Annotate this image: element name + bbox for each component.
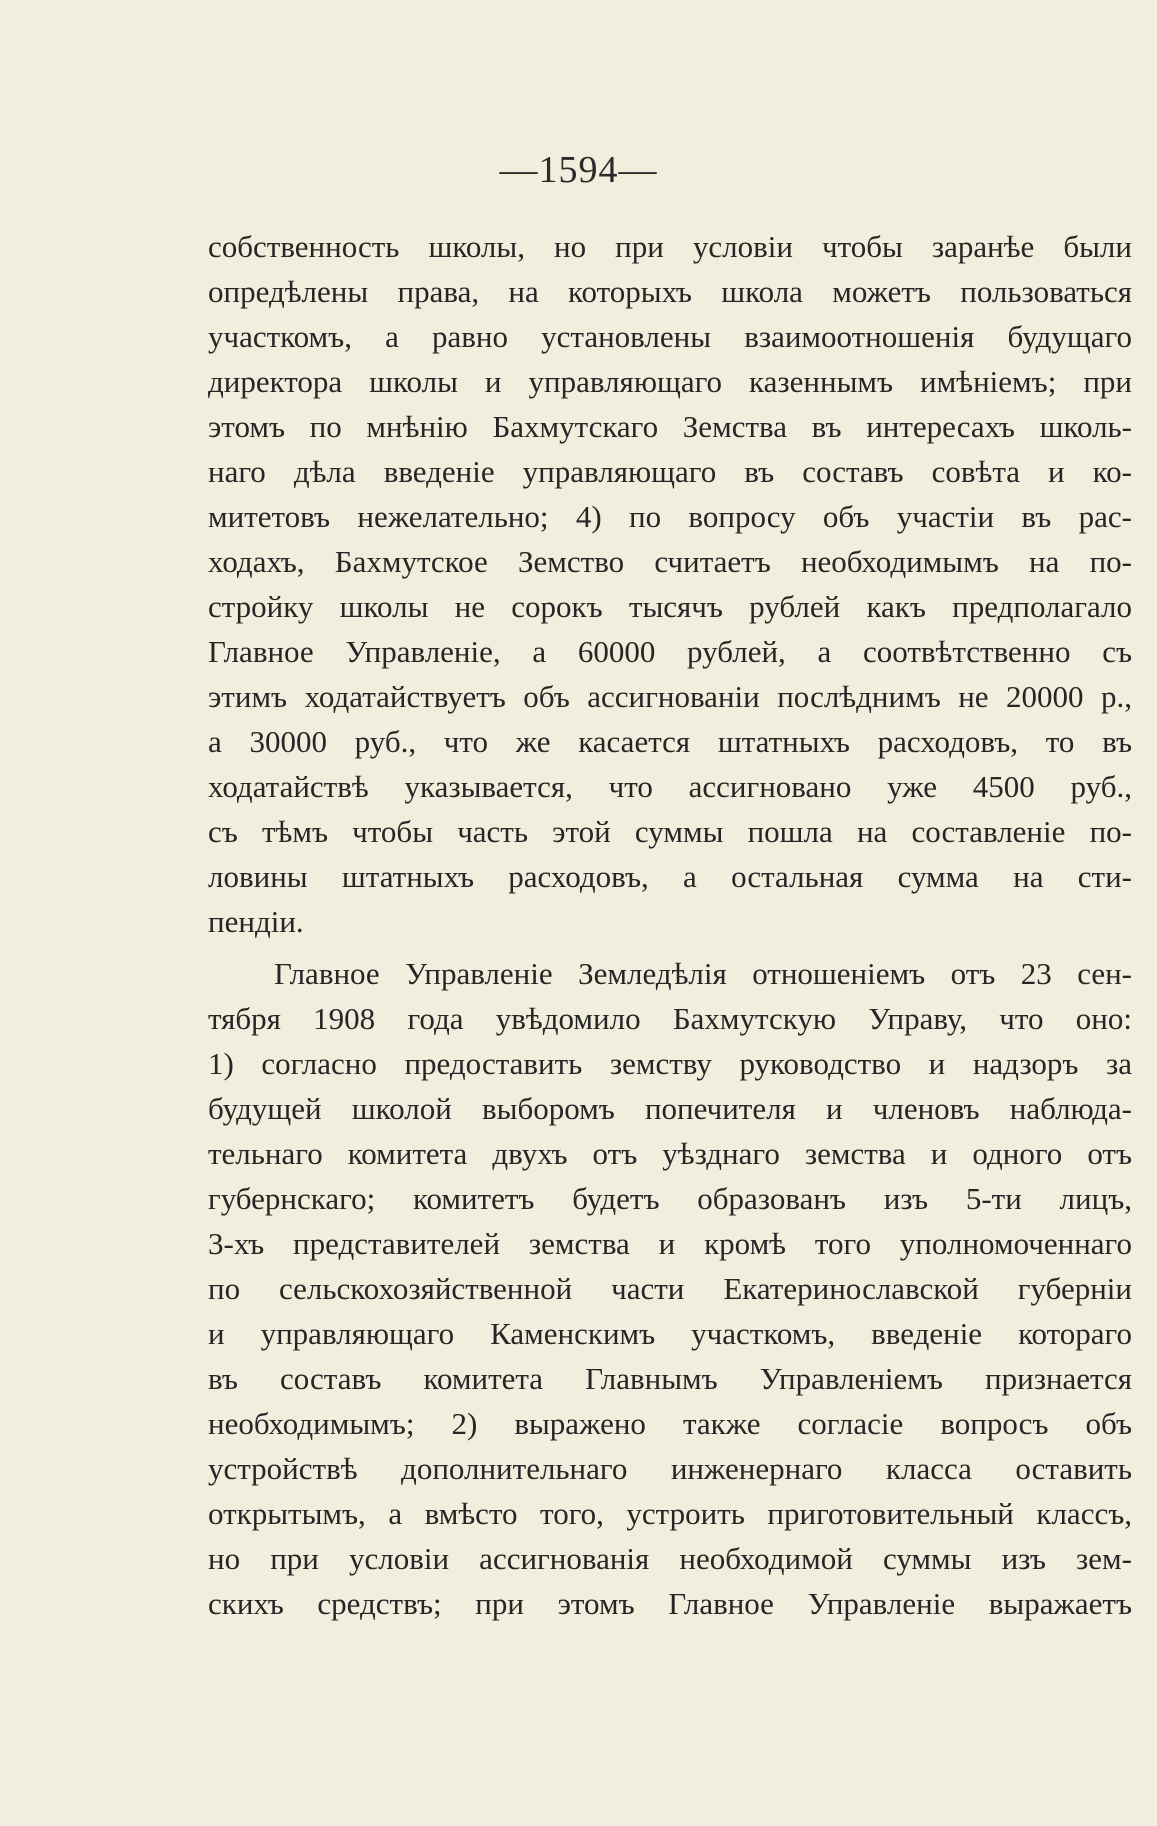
- text-line: опредѣлены права, на которыхъ школа можетъ пользоваться: [208, 274, 1132, 309]
- text-line: этимъ ходатайствуетъ объ ассигнованіи послѣднимъ не 20000 р.,: [208, 679, 1132, 714]
- text-line: ловины штатныхъ расходовъ, а остальная сумма на сти-: [208, 859, 1132, 894]
- text-line: тельнаго комитета двухъ отъ уѣзднаго земства и одного отъ: [208, 1136, 1132, 1171]
- text-line: будущей школой выборомъ попечителя и членовъ наблюда-: [208, 1091, 1132, 1126]
- paragraph-gap: [208, 944, 1132, 951]
- text-line: по сельскохозяйственной части Екатеринославской губерніи: [208, 1271, 1132, 1306]
- text-line: ходатайствѣ указывается, что ассигновано уже 4500 руб.,: [208, 769, 1132, 804]
- text-line: тября 1908 года увѣдомило Бахмутскую Управу, что оно:: [208, 1001, 1132, 1036]
- text-line: ходахъ, Бахмутское Земство считаетъ необходимымъ на по-: [208, 544, 1132, 579]
- text-line: губернскаго; комитетъ будетъ образованъ изъ 5-ти лицъ,: [208, 1181, 1132, 1216]
- text-line: скихъ средствъ; при этомъ Главное Управленіе выражаетъ: [208, 1586, 1132, 1621]
- text-line: открытымъ, а вмѣсто того, устроить приготовительный классъ,: [208, 1496, 1132, 1531]
- text-line: этомъ по мнѣнію Бахмутскаго Земства въ интересахъ школь-: [208, 409, 1132, 444]
- text-line: пендіи.: [208, 904, 304, 939]
- text-line: собственность школы, но при условіи чтобы заранѣе были: [208, 229, 1132, 264]
- text-line: и управляющаго Каменскимъ участкомъ, введеніе котораго: [208, 1316, 1132, 1351]
- text-line: устройствѣ дополнительнаго инженернаго класса оставить: [208, 1451, 1132, 1486]
- text-line: Главное Управленіе, а 60000 рублей, а соотвѣтственно съ: [208, 634, 1132, 669]
- text-line: стройку школы не сорокъ тысячъ рублей какъ предполагало: [208, 589, 1132, 624]
- paragraph-1: [208, 224, 1132, 944]
- text-line: а 30000 руб., что же касается штатныхъ расходовъ, то въ: [208, 724, 1132, 759]
- page-number: —1594—: [499, 149, 658, 191]
- text-line: митетовъ нежелательно; 4) по вопросу объ участіи въ рас-: [208, 499, 1132, 534]
- text-line: необходимымъ; 2) выражено также согласіе вопросъ объ: [208, 1406, 1132, 1441]
- text-line: но при условіи ассигнованія необходимой суммы изъ зем-: [208, 1541, 1132, 1576]
- text-line: въ составъ комитета Главнымъ Управленіемъ признается: [208, 1361, 1132, 1396]
- text-line: директора школы и управляющаго казеннымъ имѣніемъ; при: [208, 364, 1132, 399]
- text-line: съ тѣмъ чтобы часть этой суммы пошла на составленіе по-: [208, 814, 1132, 849]
- body-text: [208, 224, 1132, 1626]
- paragraph-2: [208, 951, 1132, 1626]
- text-line: Главное Управленіе Земледѣлія отношеніемъ отъ 23 сен-: [274, 956, 1132, 991]
- text-line: наго дѣла введеніе управляющаго въ составъ совѣта и ко-: [208, 454, 1132, 489]
- text-line: 1) согласно предоставить земству руководство и надзоръ за: [208, 1046, 1132, 1081]
- text-line: участкомъ, а равно установлены взаимоотношенія будущаго: [208, 319, 1132, 354]
- text-line: 3-хъ представителей земства и кромѣ того уполномоченнаго: [208, 1226, 1132, 1261]
